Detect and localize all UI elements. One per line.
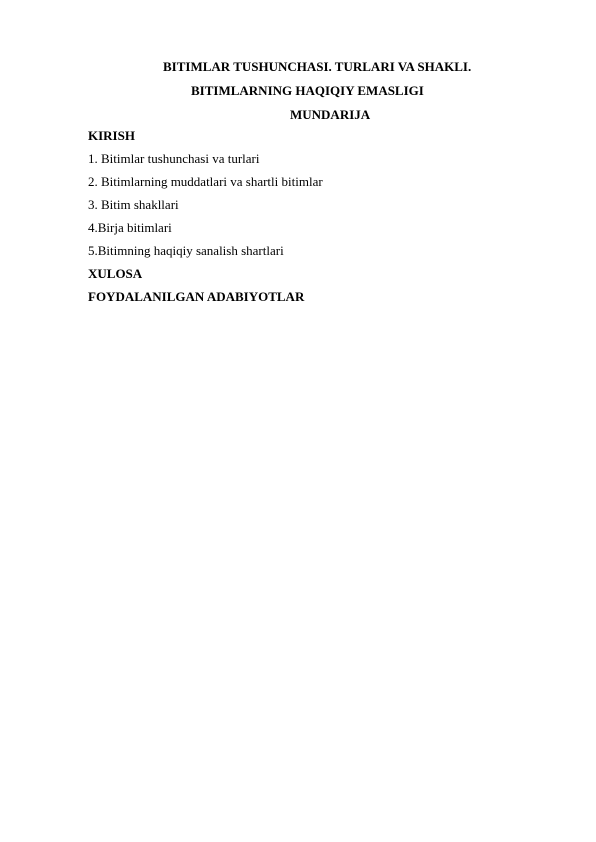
toc-item-1: 1. Bitimlar tushunchasi va turlari [88, 151, 260, 166]
document-title-line-2: BITIMLARNING HAQIQIY EMASLIGI [191, 83, 424, 98]
toc-item-adabiyotlar: FOYDALANILGAN ADABIYOTLAR [88, 289, 305, 304]
toc-item-3: 3. Bitim shakllari [88, 197, 179, 212]
toc-item-kirish: KIRISH [88, 128, 135, 143]
document-title-line-1: BITIMLAR TUSHUNCHASI. TURLARI VA SHAKLI. [163, 59, 472, 74]
toc-item-2: 2. Bitimlarning muddatlari va shartli bitimlar [88, 174, 323, 189]
toc-item-4: 4.Birja bitimlari [88, 220, 172, 235]
toc-item-5: 5.Bitimning haqiqiy sanalish shartlari [88, 243, 284, 258]
toc-item-xulosa: XULOSA [88, 266, 143, 281]
toc-heading: MUNDARIJA [290, 107, 371, 122]
